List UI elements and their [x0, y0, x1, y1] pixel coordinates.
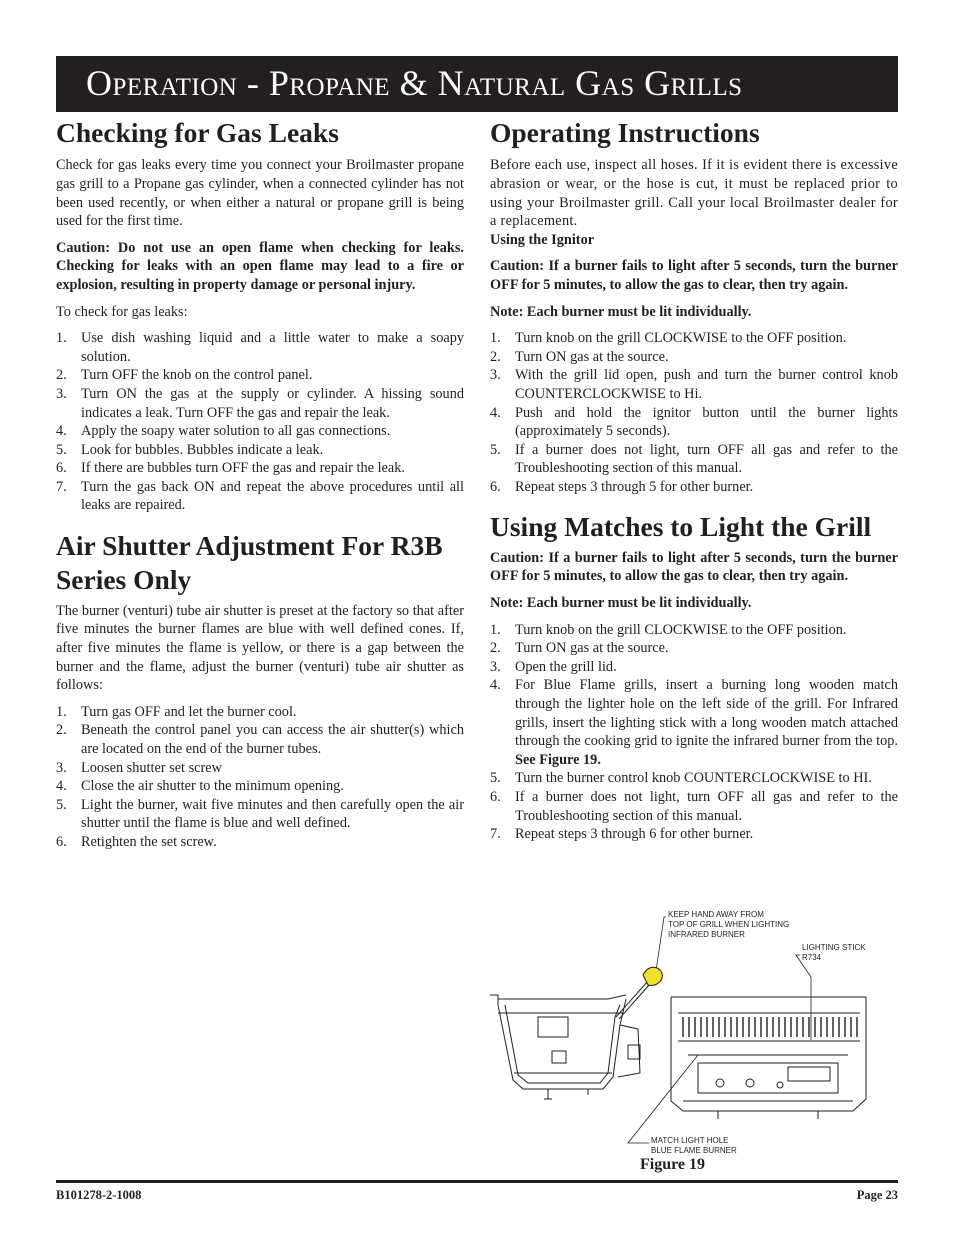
list-item-number: 3. [490, 658, 501, 675]
list-item-text: Beneath the control panel you can access the air shutter(s) which are located on the end of the burner tubes. [81, 722, 464, 757]
callout-keep-hand-2: TOP OF GRILL WHEN LIGHTING [668, 920, 790, 929]
list-item [56, 478, 464, 515]
list-item [490, 676, 898, 769]
air-shutter-steps [56, 703, 464, 852]
list-item-text: Open the grill lid. [515, 658, 617, 675]
list-item [56, 441, 464, 460]
figure-19 [488, 905, 898, 1177]
list-item-text: Turn ON gas at the source. [515, 640, 669, 657]
operating-steps [490, 329, 898, 496]
list-item-text: Turn ON gas at the source. [515, 348, 669, 365]
list-item-text: Repeat steps 3 through 5 for other burner. [515, 478, 754, 495]
list-item-text: If a burner does not light, turn OFF all gas and refer to the Troubleshooting section of this manual. [515, 788, 898, 824]
list-item [490, 621, 898, 640]
list-item-number: 1. [490, 621, 501, 638]
list-item [490, 639, 898, 658]
air-shutter-intro: The burner (venturi) tube air shutter is preset at the factory so that after five minutes the burner flames are blue with well defined cones. If, after five minutes the flame is yellow, or there is a gap between the burner and the flame, adjust the burner (venturi) tube air shutter as follows: [56, 602, 464, 694]
gas-leaks-intro: Check for gas leaks every time you connect your Broilmaster propane gas grill to a Propane gas cylinder, when a connected cylinder has not been used recently, or when either a natural or propane grill is being used for the first time. [56, 157, 464, 230]
callout-keep-hand-3: INFRARED BURNER [668, 930, 745, 939]
list-item [490, 769, 898, 788]
list-item-text: Use dish washing liquid and a little water to make a soapy solution. [81, 330, 464, 365]
list-item-text: Light the burner, wait five minutes and then carefully open the air shutter until the flame is blue and well defined. [81, 796, 464, 832]
list-item-number: 1. [490, 330, 501, 347]
matches-note: Note: Each burner must be lit individually. [490, 595, 752, 612]
list-item-number: 4. [56, 423, 67, 440]
document-number: B101278-2-1008 [56, 1188, 142, 1202]
grill-diagram [488, 905, 898, 1177]
list-item [56, 796, 464, 833]
list-item-number: 6. [56, 460, 67, 477]
list-item-number: 1. [56, 330, 67, 347]
list-item [56, 759, 464, 778]
left-column [56, 116, 464, 852]
gas-leaks-lead: To check for gas leaks: [56, 303, 188, 320]
list-item-number: 6. [490, 788, 501, 805]
callout-keep-hand-1: KEEP HAND AWAY FROM [668, 910, 764, 919]
list-item-text: Look for bubbles. Bubbles indicate a leak. [81, 441, 324, 458]
list-item-number: 7. [490, 826, 501, 843]
list-item-text: Turn the burner control knob COUNTERCLOCKWISE to HI. [515, 770, 872, 787]
matches-steps [490, 621, 898, 844]
list-item [56, 703, 464, 722]
list-item-number: 6. [490, 478, 501, 495]
list-item-number: 7. [56, 478, 67, 495]
list-item-text: For Blue Flame grills, insert a burning long wooden match through the lighter hole on the left side of the grill. For Infrared grills, insert the lighting stick with a long wooden match attached through the cooking grid to ignite the infrared burner from the top. [515, 677, 898, 750]
list-item [490, 329, 898, 348]
grill-front-view [671, 997, 866, 1119]
list-item-text: Turn knob on the grill CLOCKWISE to the OFF position. [515, 330, 847, 347]
list-item-number: 2. [490, 640, 501, 657]
callout-lighting-stick-2: R734 [802, 953, 822, 962]
list-item [490, 441, 898, 478]
figure-caption: Figure 19 [640, 1156, 706, 1173]
list-item-text: Turn OFF the knob on the control panel. [81, 367, 313, 384]
gas-leaks-caution: Caution: Do not use an open flame when checking for leaks. Checking for leaks with an open flame may lead to a fire or explosion, resulting in property damage or personal injury. [56, 239, 464, 293]
heading-operating: Operating Instructions [490, 117, 760, 148]
footer-rule [56, 1180, 898, 1183]
list-item [56, 777, 464, 796]
list-item [56, 366, 464, 385]
list-item-text: Turn gas OFF and let the burner cool. [81, 703, 297, 720]
section-banner [56, 56, 898, 112]
operating-intro: Before each use, inspect all hoses. If it is evident there is excessive abrasion or wear, or the hose is cut, it must be replaced prior to using your Broilmaster grill. Call your local Broilmaster dealer for a replacement. [490, 157, 898, 230]
list-item-text: Retighten the set screw. [81, 833, 217, 850]
list-item-number: 3. [56, 759, 67, 776]
list-item [56, 833, 464, 852]
matches-caution: Caution: If a burner fails to light after 5 seconds, turn the burner OFF for 5 minutes, to allow the gas to clear, then try again. [490, 549, 898, 585]
ignitor-subhead: Using the Ignitor [490, 231, 595, 248]
list-item-text: Apply the soapy water solution to all gas connections. [81, 423, 391, 440]
list-item-reference: See Figure 19. [515, 751, 601, 768]
list-item-number: 4. [56, 778, 67, 795]
cooking-grid [683, 1017, 857, 1037]
list-item-text: Turn ON the gas at the supply or cylinder. A hissing sound indicates a leak. Turn OFF the gas and repair the leak. [81, 385, 464, 421]
list-item-number: 2. [490, 348, 501, 365]
heading-matches: Using Matches to Light the Grill [490, 511, 872, 543]
list-item-text: Turn the gas back ON and repeat the above procedures until all leaks are repaired. [81, 478, 464, 514]
list-item [490, 658, 898, 677]
list-item [56, 459, 464, 478]
list-item-number: 5. [56, 441, 67, 458]
operating-caution: Caution: If a burner fails to light after 5 seconds, turn the burner OFF for 5 minutes, to allow the gas to clear, then try again. [490, 258, 898, 293]
page-title: Operation - Propane & Natural Gas Grills [86, 63, 743, 103]
list-item [56, 721, 464, 758]
list-item-text: Close the air shutter to the minimum opening. [81, 778, 344, 795]
list-item [56, 422, 464, 441]
list-item [490, 788, 898, 825]
list-item-text: If there are bubbles turn OFF the gas and repair the leak. [81, 460, 405, 477]
list-item-text: Turn knob on the grill CLOCKWISE to the OFF position. [515, 621, 847, 638]
list-item-text: With the grill lid open, push and turn the burner control knob COUNTERCLOCKWISE to Hi. [515, 367, 898, 402]
list-item-number: 4. [490, 404, 501, 421]
list-item-number: 6. [56, 833, 67, 850]
callout-lighting-stick-1: LIGHTING STICK [802, 943, 866, 952]
list-item-text: Push and hold the ignitor button until the burner lights (approximately 5 seconds). [515, 404, 898, 440]
list-item [490, 366, 898, 403]
list-item-number: 2. [56, 367, 67, 384]
list-item [490, 825, 898, 844]
list-item [490, 404, 898, 441]
list-item-text: Repeat steps 3 through 6 for other burner. [515, 826, 754, 843]
list-item-number: 4. [490, 677, 501, 694]
page-number: Page 23 [856, 1188, 898, 1202]
list-item-number: 5. [490, 770, 501, 787]
list-item-number: 3. [56, 385, 67, 402]
heading-air-shutter: Air Shutter Adjustment For R3B Series Only [56, 530, 443, 596]
list-item-number: 5. [56, 796, 67, 813]
heading-gas-leaks: Checking for Gas Leaks [56, 117, 339, 148]
list-item-number: 3. [490, 367, 501, 384]
list-item-number: 2. [56, 722, 67, 739]
gas-leaks-steps [56, 329, 464, 515]
list-item-text: If a burner does not light, turn OFF all gas and refer to the Troubleshooting section of this manual. [515, 441, 898, 477]
list-item-number: 1. [56, 703, 67, 720]
right-column [490, 116, 898, 844]
list-item [490, 348, 898, 367]
callout-match-hole-2: BLUE FLAME BURNER [651, 1146, 737, 1155]
callout-match-hole-1: MATCH LIGHT HOLE [651, 1136, 729, 1145]
list-item-text: Loosen shutter set screw [81, 759, 222, 776]
list-item [56, 385, 464, 422]
grill-side-view [490, 995, 640, 1099]
list-item [56, 329, 464, 366]
operating-note: Note: Each burner must be lit individually. [490, 303, 752, 320]
list-item-number: 5. [490, 441, 501, 458]
list-item [490, 478, 898, 497]
